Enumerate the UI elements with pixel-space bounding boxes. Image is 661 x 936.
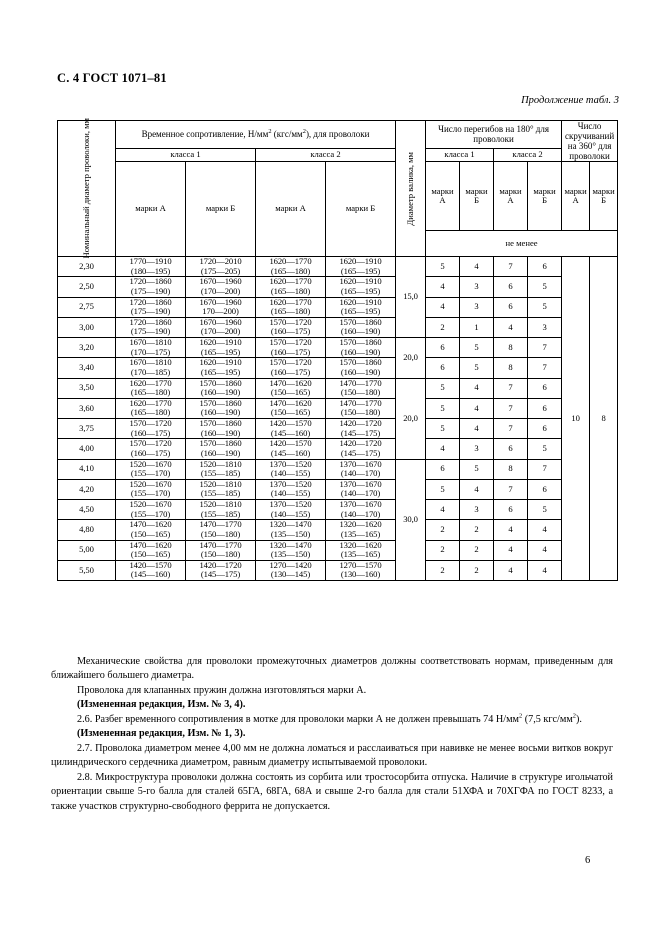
sup-2-c: 2 <box>518 712 523 720</box>
table-row <box>58 317 618 337</box>
cell-class2-grade-a: 1470—1620 (150—165) <box>256 398 326 418</box>
page-header-label: С. 4 ГОСТ 1071–81 <box>57 71 167 85</box>
cell-nominal-diameter: 3,75 <box>58 419 116 439</box>
cell-class1-grade-a: 1720—1860 (175—190) <box>116 317 186 337</box>
cell-class1-grade-b: 1670—1960 170—200) <box>186 297 256 317</box>
para-clause-2-7: 2.7. Проволока диаметром менее 4,00 мм не должна ломаться и расслаиваться при навивке не менее восьми витков вокруг цилиндрического сердечника диаметром, равным диаметру испытываемой проволоки. <box>51 742 613 769</box>
cell-bend-class2-grade-b: 4 <box>528 560 562 580</box>
cell-class2-grade-b: 1570—1860 (160—190) <box>326 317 396 337</box>
cell-bend-class2-grade-b: 6 <box>528 378 562 398</box>
cell-class2-grade-b: 1320—1620 (135—165) <box>326 520 396 540</box>
cell-bend-class1-grade-a: 4 <box>426 500 460 520</box>
cell-class1-grade-b: 1570—1860 (160—190) <box>186 439 256 459</box>
table-row <box>58 419 618 439</box>
cell-class2-grade-b: 1470—1770 (150—180) <box>326 398 396 418</box>
cell-bend-class2-grade-a: 6 <box>494 297 528 317</box>
cell-class2-grade-a: 1570—1720 (160—175) <box>256 317 326 337</box>
cell-bend-class1-grade-b: 1 <box>460 317 494 337</box>
cell-class2-grade-b: 1420—1720 (145—175) <box>326 419 396 439</box>
table-row <box>58 479 618 499</box>
cell-bend-class2-grade-b: 7 <box>528 358 562 378</box>
cell-bend-class2-grade-b: 5 <box>528 439 562 459</box>
cell-class1-grade-b: 1720—2010 (175—205) <box>186 257 256 277</box>
para-intermediate-diameters: Механические свойства для проволоки промежуточных диаметров должны соответствовать нормам, приведенным для ближайшего большего диаметра. <box>51 656 613 682</box>
cell-nominal-diameter: 3,00 <box>58 317 116 337</box>
cell-bend-class2-grade-a: 4 <box>494 560 528 580</box>
cell-class2-grade-b: 1370—1670 (140—170) <box>326 459 396 479</box>
header-c1-grade-b: марки Б <box>186 162 256 257</box>
cell-bend-class2-grade-a: 7 <box>494 378 528 398</box>
cell-class1-grade-a: 1570—1720 (160—175) <box>116 419 186 439</box>
cell-class2-grade-b: 1570—1860 (160—190) <box>326 358 396 378</box>
table-row <box>58 439 618 459</box>
cell-bend-class2-grade-a: 7 <box>494 479 528 499</box>
header-bend-c1-grade-b: марки Б <box>460 162 494 231</box>
cell-bend-class2-grade-b: 4 <box>528 540 562 560</box>
cell-nominal-diameter: 3,60 <box>58 398 116 418</box>
cell-bend-class2-grade-b: 6 <box>528 419 562 439</box>
header-class2-tensile: класса 2 <box>256 148 396 162</box>
table-row <box>58 520 618 540</box>
para-valve-spring-wire: Проволока для клапанных пружин должна изготовляться марки А. <box>77 684 367 696</box>
cell-class1-grade-b: 1670—1960 (170—200) <box>186 277 256 297</box>
header-class1-tensile: класса 1 <box>116 148 256 162</box>
table-row <box>58 560 618 580</box>
cell-bend-class1-grade-a: 4 <box>426 277 460 297</box>
cell-bend-class1-grade-b: 2 <box>460 560 494 580</box>
cell-class1-grade-a: 1770—1910 (180—195) <box>116 257 186 277</box>
cell-roller-diameter: 15,0 <box>396 257 426 338</box>
header-bend-c2-grade-a: марки А <box>494 162 528 231</box>
cell-bend-class1-grade-a: 5 <box>426 257 460 277</box>
cell-nominal-diameter: 5,00 <box>58 540 116 560</box>
cell-class1-grade-b: 1520—1810 (155—185) <box>186 500 256 520</box>
cell-bend-class1-grade-a: 4 <box>426 297 460 317</box>
cell-class2-grade-b: 1370—1670 (140—170) <box>326 479 396 499</box>
table-row <box>58 297 618 317</box>
table-row <box>58 378 618 398</box>
para-revision-3-4: (Измененная редакция, Изм. № 3, 4). <box>77 699 246 711</box>
cell-bend-class1-grade-a: 2 <box>426 560 460 580</box>
cell-bend-class1-grade-a: 6 <box>426 358 460 378</box>
cell-class2-grade-a: 1320—1470 (135—150) <box>256 540 326 560</box>
header-row-2 <box>58 148 618 162</box>
cell-class1-grade-a: 1720—1860 (175—190) <box>116 297 186 317</box>
cell-nominal-diameter: 5,50 <box>58 560 116 580</box>
cell-bend-class2-grade-a: 7 <box>494 398 528 418</box>
cell-bend-class2-grade-b: 5 <box>528 500 562 520</box>
header-c2-grade-b: марки Б <box>326 162 396 257</box>
header-row-1 <box>58 121 618 149</box>
header-class1-bends: класса 1 <box>426 148 494 162</box>
cell-class1-grade-b: 1420—1720 (145—175) <box>186 560 256 580</box>
cell-class2-grade-a: 1420—1570 (145—160) <box>256 419 326 439</box>
header-bends: Число перегибов на 180° для проволоки <box>426 121 562 149</box>
para-clause-2-6: 2.6. Разбег временного сопротивления в мотке для проволоки марки А не должен превышать 74 $Н/мм^2$ (7,5 кгс/$мм^2$). <box>77 712 582 725</box>
cell-class2-grade-a: 1620—1770 (165—180) <box>256 297 326 317</box>
cell-class2-grade-a: 1270—1420 (130—145) <box>256 560 326 580</box>
body-text <box>51 655 613 814</box>
cell-nominal-diameter: 2,50 <box>58 277 116 297</box>
cell-class2-grade-a: 1370—1520 (140—155) <box>256 500 326 520</box>
cell-bend-class1-grade-b: 2 <box>460 520 494 540</box>
cell-class2-grade-a: 1370—1520 (140—155) <box>256 479 326 499</box>
cell-class1-grade-b: 1470—1770 (150—180) <box>186 540 256 560</box>
table-row <box>58 398 618 418</box>
cell-class1-grade-a: 1620—1770 (165—180) <box>116 378 186 398</box>
cell-bend-class1-grade-b: 5 <box>460 459 494 479</box>
header-c2-grade-a: марки А <box>256 162 326 257</box>
cell-class1-grade-a: 1620—1770 (165—180) <box>116 398 186 418</box>
table-row <box>58 459 618 479</box>
cell-twists-grade-b: 8 <box>590 257 618 581</box>
cell-bend-class1-grade-b: 4 <box>460 378 494 398</box>
cell-bend-class1-grade-a: 5 <box>426 419 460 439</box>
cell-bend-class1-grade-b: 4 <box>460 419 494 439</box>
cell-bend-class2-grade-b: 6 <box>528 398 562 418</box>
cell-class1-grade-a: 1570—1720 (160—175) <box>116 439 186 459</box>
cell-bend-class2-grade-b: 4 <box>528 520 562 540</box>
cell-bend-class1-grade-b: 4 <box>460 479 494 499</box>
cell-class1-grade-b: 1620—1910 (165—195) <box>186 338 256 358</box>
cell-class1-grade-a: 1670—1810 (170—175) <box>116 338 186 358</box>
cell-class2-grade-b: 1320—1620 (135—165) <box>326 540 396 560</box>
cell-class1-grade-b: 1520—1810 (155—185) <box>186 479 256 499</box>
header-not-less: не менее <box>426 231 618 257</box>
cell-nominal-diameter: 3,20 <box>58 338 116 358</box>
sup-2-d: 2 <box>572 712 576 720</box>
cell-class2-grade-b: 1620—1910 (165—195) <box>326 277 396 297</box>
cell-bend-class2-grade-a: 8 <box>494 338 528 358</box>
cell-bend-class1-grade-b: 5 <box>460 338 494 358</box>
cell-bend-class1-grade-b: 2 <box>460 540 494 560</box>
header-twist-grade-a: марки А <box>562 162 590 231</box>
cell-bend-class2-grade-b: 7 <box>528 338 562 358</box>
cell-nominal-diameter: 4,80 <box>58 520 116 540</box>
cell-roller-diameter: 20,0 <box>396 378 426 459</box>
cell-class2-grade-b: 1370—1670 (140—170) <box>326 500 396 520</box>
cell-nominal-diameter: 4,10 <box>58 459 116 479</box>
cell-class2-grade-b: 1420—1720 (145—175) <box>326 439 396 459</box>
cell-bend-class1-grade-a: 4 <box>426 439 460 459</box>
cell-class2-grade-b: 1570—1860 (160—190) <box>326 338 396 358</box>
cell-class2-grade-a: 1470—1620 (150—165) <box>256 378 326 398</box>
cell-class2-grade-a: 1370—1520 (140—155) <box>256 459 326 479</box>
header-twists: Число скручиваний на 360° для проволоки <box>562 121 618 162</box>
cell-bend-class2-grade-a: 7 <box>494 419 528 439</box>
cell-bend-class1-grade-a: 6 <box>426 338 460 358</box>
cell-roller-diameter: 30,0 <box>396 459 426 581</box>
cell-bend-class1-grade-b: 4 <box>460 257 494 277</box>
para-clause-2-8: 2.8. Микроструктура проволоки должна состоять из сорбита или тростосорбита отпуска. Наличие в структуре игольчатой ориентации свыше 5-го балла для сталей 65ГА, 68ГА, 68А и свыше 2-го балла для стали 51ХФА и 70ХГФА по ГОСТ 8233, а также участков структурно-свободного феррита не допускается. <box>51 771 613 812</box>
header-tensile-strength: Временное сопротивление, $Н/мм^2$ $(кгс/мм^2)$, для проволоки <box>116 121 396 149</box>
cell-bend-class1-grade-b: 3 <box>460 297 494 317</box>
header-row-3 <box>58 162 618 231</box>
cell-class1-grade-b: 1570—1860 (160—190) <box>186 419 256 439</box>
cell-bend-class2-grade-b: 5 <box>528 277 562 297</box>
cell-bend-class2-grade-b: 5 <box>528 297 562 317</box>
cell-class1-grade-a: 1720—1860 (175—190) <box>116 277 186 297</box>
cell-bend-class1-grade-b: 5 <box>460 358 494 378</box>
cell-bend-class2-grade-a: 6 <box>494 439 528 459</box>
cell-bend-class2-grade-a: 8 <box>494 358 528 378</box>
cell-bend-class1-grade-b: 3 <box>460 439 494 459</box>
cell-class1-grade-a: 1520—1670 (155—170) <box>116 500 186 520</box>
cell-class1-grade-a: 1670—1810 (170—185) <box>116 358 186 378</box>
cell-class2-grade-b: 1270—1570 (130—160) <box>326 560 396 580</box>
cell-bend-class1-grade-b: 3 <box>460 277 494 297</box>
cell-class1-grade-b: 1620—1910 (165—195) <box>186 358 256 378</box>
cell-class2-grade-a: 1620—1770 (165—180) <box>256 277 326 297</box>
cell-twists-grade-a: 10 <box>562 257 590 581</box>
cell-class2-grade-a: 1620—1770 (165—180) <box>256 257 326 277</box>
cell-bend-class2-grade-b: 7 <box>528 459 562 479</box>
cell-bend-class2-grade-a: 4 <box>494 520 528 540</box>
cell-bend-class2-grade-b: 3 <box>528 317 562 337</box>
cell-class2-grade-a: 1320—1470 (135—150) <box>256 520 326 540</box>
cell-bend-class2-grade-a: 4 <box>494 317 528 337</box>
cell-class2-grade-a: 1420—1570 (145—160) <box>256 439 326 459</box>
cell-bend-class2-grade-a: 6 <box>494 277 528 297</box>
cell-bend-class1-grade-b: 4 <box>460 398 494 418</box>
cell-nominal-diameter: 4,20 <box>58 479 116 499</box>
table-body <box>58 257 618 581</box>
header-roller-diameter: Диаметр валика, мм <box>396 121 426 257</box>
cell-bend-class2-grade-a: 8 <box>494 459 528 479</box>
cell-class2-grade-b: 1470—1770 (150—180) <box>326 378 396 398</box>
para-revision-1-3: (Измененная редакция, Изм. № 1, 3). <box>77 728 246 740</box>
cell-nominal-diameter: 4,50 <box>58 500 116 520</box>
table-row <box>58 500 618 520</box>
header-c1-grade-a: марки А <box>116 162 186 257</box>
cell-bend-class2-grade-b: 6 <box>528 479 562 499</box>
header-bend-c2-grade-b: марки Б <box>528 162 562 231</box>
cell-bend-class2-grade-b: 6 <box>528 257 562 277</box>
cell-nominal-diameter: 2,75 <box>58 297 116 317</box>
cell-bend-class2-grade-a: 4 <box>494 540 528 560</box>
header-bend-c1-grade-a: марки А <box>426 162 460 231</box>
cell-bend-class1-grade-a: 5 <box>426 479 460 499</box>
cell-bend-class1-grade-a: 2 <box>426 540 460 560</box>
sup-2-b: 2 <box>302 128 306 136</box>
table-wrapper <box>57 120 617 581</box>
cell-bend-class2-grade-a: 6 <box>494 500 528 520</box>
mechanical-properties-table <box>57 120 618 581</box>
table-row <box>58 338 618 358</box>
table-row <box>58 540 618 560</box>
cell-bend-class1-grade-a: 5 <box>426 378 460 398</box>
cell-class1-grade-b: 1520—1810 (155—185) <box>186 459 256 479</box>
cell-class1-grade-b: 1670—1960 (170—200) <box>186 317 256 337</box>
cell-nominal-diameter: 3,40 <box>58 358 116 378</box>
table-row <box>58 358 618 378</box>
table-row <box>58 277 618 297</box>
header-class2-bends: класса 2 <box>494 148 562 162</box>
cell-class2-grade-b: 1620—1910 (165—195) <box>326 257 396 277</box>
header-nominal-diameter: Номинальный диаметр проволоки, мм <box>58 121 116 257</box>
sup-2-a: 2 <box>268 128 272 136</box>
cell-class1-grade-a: 1520—1670 (155—170) <box>116 479 186 499</box>
page-number: 6 <box>585 855 591 866</box>
cell-bend-class1-grade-a: 6 <box>426 459 460 479</box>
cell-class1-grade-b: 1570—1860 (160—190) <box>186 398 256 418</box>
cell-class2-grade-a: 1570—1720 (160—175) <box>256 358 326 378</box>
table-row <box>58 257 618 277</box>
table-head <box>58 118 618 259</box>
cell-nominal-diameter: 3,50 <box>58 378 116 398</box>
table-continuation-label: Продолжение табл. 3 <box>521 95 619 106</box>
cell-class1-grade-b: 1470—1770 (150—180) <box>186 520 256 540</box>
cell-roller-diameter: 20,0 <box>396 338 426 379</box>
cell-bend-class1-grade-a: 2 <box>426 317 460 337</box>
cell-class1-grade-a: 1420—1570 (145—160) <box>116 560 186 580</box>
cell-bend-class2-grade-a: 7 <box>494 257 528 277</box>
cell-bend-class1-grade-a: 5 <box>426 398 460 418</box>
cell-class1-grade-b: 1570—1860 (160—190) <box>186 378 256 398</box>
cell-class1-grade-a: 1470—1620 (150—165) <box>116 520 186 540</box>
header-twist-grade-b: марки Б <box>590 162 618 231</box>
cell-nominal-diameter: 2,30 <box>58 257 116 277</box>
cell-class1-grade-a: 1470—1620 (150—165) <box>116 540 186 560</box>
cell-bend-class1-grade-b: 3 <box>460 500 494 520</box>
cell-class2-grade-b: 1620—1910 (165—195) <box>326 297 396 317</box>
cell-class2-grade-a: 1570—1720 (160—175) <box>256 338 326 358</box>
cell-class1-grade-a: 1520—1670 (155—170) <box>116 459 186 479</box>
cell-nominal-diameter: 4,00 <box>58 439 116 459</box>
cell-bend-class1-grade-a: 2 <box>426 520 460 540</box>
